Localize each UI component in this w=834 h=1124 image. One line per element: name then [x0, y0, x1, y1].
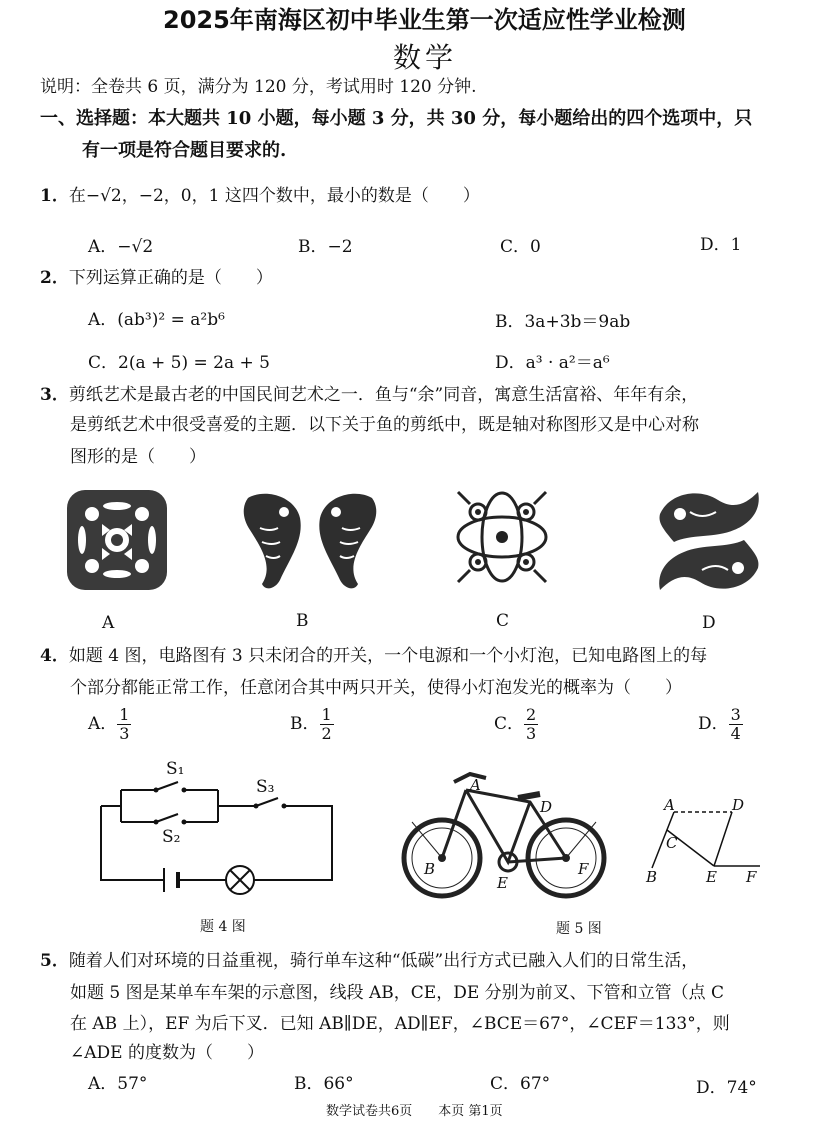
q4-option-c-label: C． — [494, 714, 525, 734]
q5-line1: 随着人们对环境的日益重视，骑行单车这种“低碳”出行方式已融入人们的日常生活， — [68, 951, 699, 971]
circuit-diagram — [96, 758, 346, 907]
q4-option-d-fraction — [729, 706, 743, 743]
q4-stem-line2: 个部分都能正常工作，任意闭合其中两只开关，使得小灯泡发光的概率为（ ） — [70, 678, 682, 698]
q1-stem-math: −√2 — [85, 186, 122, 206]
q4-option-b[interactable] — [290, 706, 334, 743]
bike-label-d: D — [540, 798, 553, 816]
figure4-caption: 题 4 图 — [200, 919, 246, 935]
q4-option-a-den: 3 — [119, 724, 130, 743]
q5-option-a[interactable]: A．57° — [88, 1074, 148, 1094]
q2-option-b[interactable]: B．3a+3b＝9ab — [495, 312, 631, 332]
q4-option-b-fraction — [320, 706, 334, 743]
q4-line1: 如题 4 图，电路图有 3 只未闭合的开关，一个电源和一个小灯泡，已知电路图上的每 — [68, 646, 708, 666]
papercut-a-image[interactable] — [62, 484, 172, 596]
q4-option-b-label: B． — [290, 714, 320, 734]
q4-option-a-fraction — [117, 706, 131, 743]
q1-stem-b: ，−2，0，1 这四个数中，最小的数是（ ） — [121, 186, 480, 206]
q4-number: 4． — [40, 646, 69, 666]
geo-point-e: E — [706, 868, 717, 886]
geo-point-c: C — [666, 834, 678, 852]
section-heading-line1: 一、选择题：本大题共 10 小题，每小题 3 分，共 30 分，每小题给出的四个选项中，只 — [40, 108, 753, 129]
q4-option-b-num: 1 — [321, 705, 332, 724]
q3-line1: 剪纸艺术是最古老的中国民间艺术之一．鱼与“余”同音，寓意生活富裕、年年有余， — [68, 385, 699, 405]
q3-stem-line1 — [40, 384, 698, 406]
q5-number: 5． — [40, 951, 69, 971]
switch-s1-label: S₁ — [166, 759, 185, 779]
q4-stem-line1 — [40, 645, 707, 667]
q1-stem-a: 在 — [68, 186, 86, 206]
q2-option-a[interactable]: A．(ab³)² = a²b⁶ — [88, 310, 225, 330]
geo-point-a: A — [664, 796, 675, 814]
q2-stem — [40, 267, 273, 289]
q3-stem-line3: 图形的是（ ） — [70, 447, 206, 467]
q2-option-d[interactable]: D．a³ · a²＝a⁶ — [495, 353, 610, 373]
exam-title: 2025年南海区初中毕业生第一次适应性学业检测 — [163, 6, 686, 34]
bike-label-a: A — [470, 776, 481, 794]
geo-point-f: F — [746, 868, 757, 886]
q4-option-d-num: 3 — [730, 705, 741, 724]
switch-s3-label: S₃ — [256, 777, 275, 797]
q2-stem-text: 下列运算正确的是（ ） — [68, 268, 273, 288]
papercut-b-label: B — [296, 611, 309, 631]
q5-stem-line4: ∠ADE 的度数为（ ） — [70, 1043, 264, 1063]
q5-stem-line3: 在 AB 上），EF 为后下叉．已知 AB∥DE，AD∥EF，∠BCE＝67°，∠CEF＝133°，则 — [70, 1014, 730, 1034]
q4-option-a-label: A． — [88, 714, 118, 734]
papercut-b-image[interactable] — [240, 488, 380, 596]
q4-option-d-den: 4 — [730, 724, 741, 743]
page-footer: 数学试卷共6页 本页 第1页 — [326, 1104, 503, 1119]
q1-number: 1． — [40, 186, 69, 206]
q4-option-a-num: 1 — [119, 705, 130, 724]
q2-number: 2． — [40, 268, 69, 288]
bike-label-b: B — [424, 860, 436, 878]
subject-title: 数学 — [393, 41, 458, 74]
q4-option-c[interactable] — [494, 706, 538, 743]
papercut-c-image[interactable] — [448, 482, 556, 592]
q4-option-d[interactable] — [698, 706, 743, 743]
q1-option-a[interactable]: A．−√2 — [88, 237, 154, 257]
papercut-d-image[interactable] — [650, 484, 768, 598]
papercut-a-label: A — [102, 613, 115, 633]
q3-stem-line2: 是剪纸艺术中很受喜爱的主题．以下关于鱼的剪纸中，既是轴对称图形又是中心对称 — [70, 415, 699, 435]
q5-stem-line2: 如题 5 图是某单车车架的示意图，线段 AB，CE，DE 分别为前叉、下管和立管（点 C — [70, 983, 725, 1003]
q4-option-c-num: 2 — [526, 705, 537, 724]
bike-label-f: F — [578, 860, 589, 878]
papercut-c-label: C — [496, 611, 510, 631]
papercut-d-label: D — [702, 613, 716, 633]
figure5-caption: 题 5 图 — [556, 921, 602, 937]
q5-option-d[interactable]: D．74° — [696, 1078, 757, 1098]
bike-label-e: E — [497, 874, 508, 892]
q4-option-a[interactable] — [88, 706, 131, 743]
q5-option-b[interactable]: B．66° — [294, 1074, 354, 1094]
q5-stem-line1 — [40, 950, 698, 972]
q1-option-d[interactable]: D．1 — [700, 235, 742, 255]
exam-note: 说明：全卷共 6 页，满分为 120 分，考试用时 120 分钟. — [40, 77, 477, 97]
section-heading-line2: 有一项是符合题目要求的. — [82, 140, 287, 161]
geo-point-b: B — [646, 868, 658, 886]
switch-s2-label: S₂ — [162, 827, 181, 847]
q1-stem — [40, 185, 480, 207]
q4-option-d-label: D． — [698, 714, 729, 734]
q3-number: 3． — [40, 385, 69, 405]
q1-option-c[interactable]: C．0 — [500, 237, 541, 257]
q4-option-c-den: 3 — [526, 724, 537, 743]
geo-point-d: D — [732, 796, 745, 814]
q4-option-b-den: 2 — [321, 724, 332, 743]
q4-option-c-fraction — [524, 706, 538, 743]
q1-option-b[interactable]: B．−2 — [298, 237, 353, 257]
q5-option-c[interactable]: C．67° — [490, 1074, 551, 1094]
q2-option-c[interactable]: C．2(a + 5) = 2a + 5 — [88, 353, 270, 373]
